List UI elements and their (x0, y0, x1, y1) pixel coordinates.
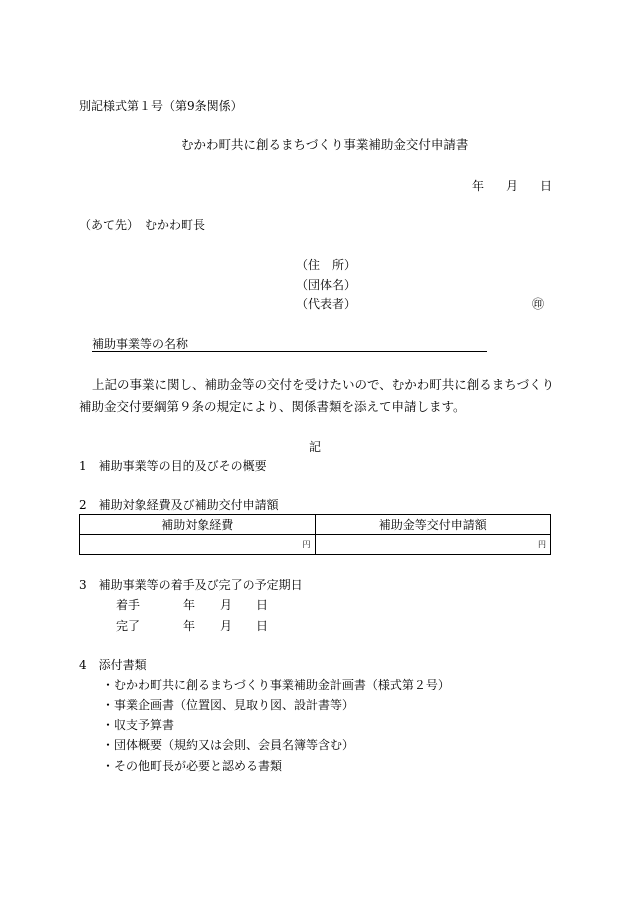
applicant-group-label: （団体名） (296, 278, 357, 292)
attachment-item: ・その他町長が必要と認める書類 (102, 759, 283, 773)
cost-table-row (80, 535, 551, 555)
form-number: 別記様式第１号（第9条関係） (79, 99, 243, 113)
schedule-label: 着手 (116, 598, 141, 612)
section-3-title: 3 補助事業等の着手及び完了の予定期日 (79, 578, 303, 592)
schedule-year: 年 (183, 598, 196, 612)
section-2-title: 2 補助対象経費及び補助交付申請額 (79, 498, 279, 512)
document-title: むかわ町共に創るまちづくり事業補助金交付申請書 (181, 137, 469, 152)
project-name-field (92, 337, 487, 352)
attachment-item: ・むかわ町共に創るまちづくり事業補助金計画書（様式第２号） (102, 678, 450, 692)
date-month: 月 (506, 179, 519, 193)
applicant-address-label: （住 所） (296, 258, 357, 272)
addressee: （あて先） むかわ町長 (79, 218, 206, 232)
date-day: 日 (540, 179, 553, 193)
attachment-item: ・団体概要（規約又は会則、会員名簿等含む） (102, 738, 355, 752)
cost-table-unit: 円 (80, 535, 316, 555)
ki-heading: 記 (309, 440, 322, 454)
schedule-label: 完了 (116, 619, 141, 633)
cost-table-header: 補助金等交付申請額 (315, 515, 551, 535)
cost-table (79, 514, 551, 555)
body-paragraph: 上記の事業に関し、補助金等の交付を受けたいので、むかわ町共に創るまちづくり補助金交付要綱第９条の規定により、関係書類を添えて申請します。 (79, 377, 555, 414)
project-name-label: 補助事業等の名称 (92, 337, 189, 351)
section-1-title: 1 補助事業等の目的及びその概要 (79, 459, 267, 473)
schedule-day: 日 (256, 598, 269, 612)
seal-mark: ㊞ (532, 297, 545, 311)
schedule-month: 月 (220, 619, 233, 633)
applicant-rep-label: （代表者） (296, 297, 357, 311)
cost-table-header-row (80, 515, 551, 535)
attachment-item: ・収支予算書 (102, 718, 175, 732)
schedule-year: 年 (183, 619, 196, 633)
schedule-day: 日 (256, 619, 269, 633)
cost-table-header: 補助対象経費 (80, 515, 316, 535)
section-4-title: 4 添付書類 (79, 658, 147, 672)
attachment-item: ・事業企画書（位置図、見取り図、設計書等） (102, 698, 355, 712)
date-year: 年 (472, 179, 485, 193)
schedule-month: 月 (220, 598, 233, 612)
cost-table-unit: 円 (315, 535, 551, 555)
